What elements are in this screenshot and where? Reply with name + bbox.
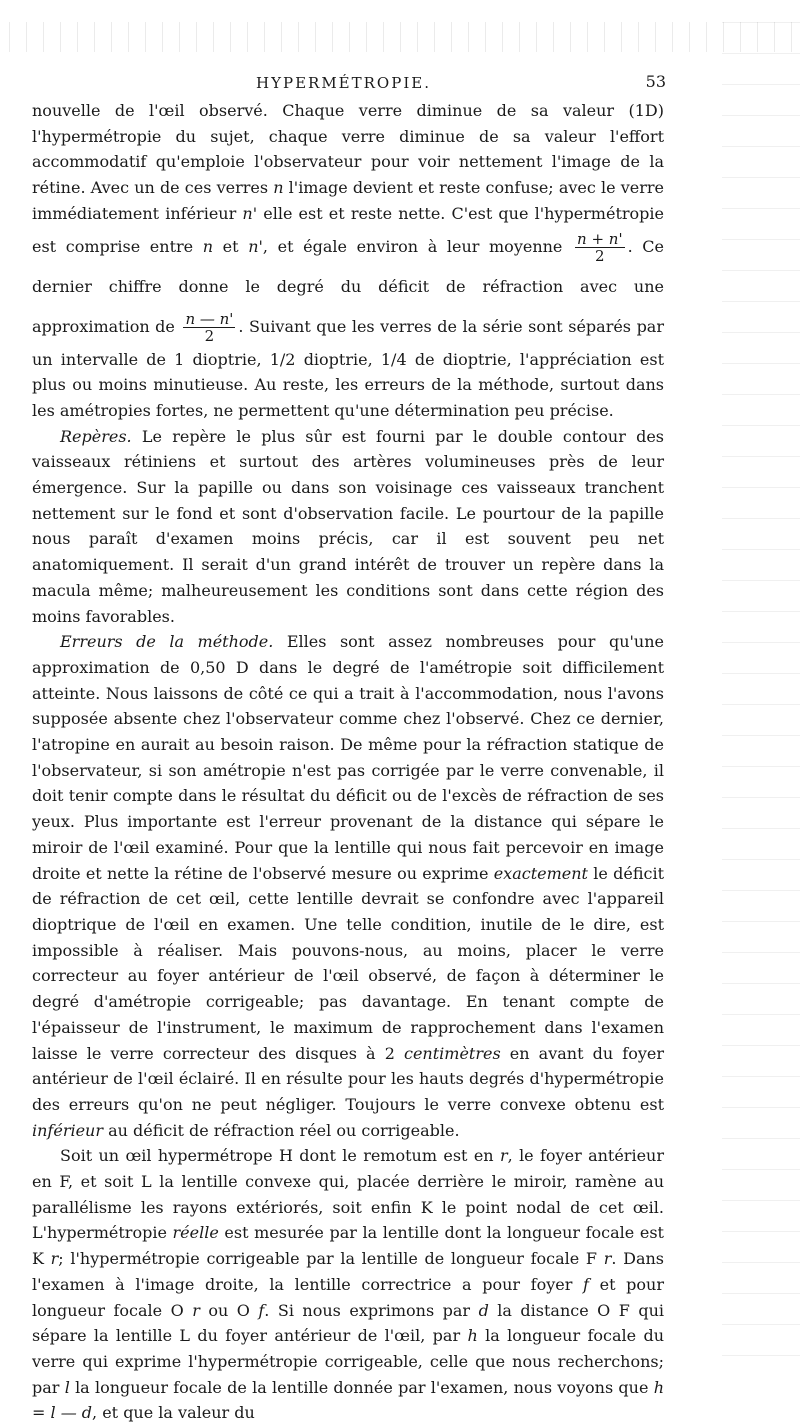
section-label-erreurs: Erreurs de la méthode.: [60, 632, 274, 652]
document-page: [28, 0, 718, 1423]
scan-noise-margin: [722, 0, 800, 1358]
paragraph-reperes: Repères. Le repère le plus sûr est fourni par le double contour des vaisseaux rétiniens et surtout des artères volumineuses près de leur émergence. Sur la papille ou dans son voisinage ces vaisseaux tranchent nettement sur le fond et sont d'observation facile. Le pourtour de la papille nous paraît d'examen moins précis, car il est souvent peu net anatomiquement. Il serait d'un grand intérêt de trouver un repère dans la macula même; malheureusement les conditions sont dans cette région des moins favorables.: [32, 426, 664, 626]
section-label-reperes: Repères.: [60, 426, 132, 446]
paragraph-4: Soit un œil hypermétrope H dont le remotum est en r, le foyer antérieur en F, et soit L la lentille convexe qui, placée derrière le miroir, ramène au parallélisme les rayons extériorés, soit enfin K le point nodal de cet œil. L'hypermétropie réelle est mesurée par la lentille dont la longueur focale est K r; l'hypermétropie corrigeable par la lentille de longueur focale F r. Dans l'examen à l'image droite, la lentille correctrice a pour foyer f et pour longueur focale O r ou O f. Si nous exprimons par d la distance O F qui sépare la lentille L du foyer antérieur de l'œil, par h la longueur focale du verre qui exprime l'hypermétropie corrigeable, celle que nous recherchons; par l la longueur focale de la lentille donnée par l'examen, nous voyons que h = l — d, et que la valeur du: [32, 1146, 665, 1423]
page-number: 53: [645, 72, 666, 91]
paragraph-erreurs: Erreurs de la méthode. Elles sont assez nombreuses pour qu'une approximation de 0,50 D dans le degré de l'amétropie soit difficilement atteinte. Nous laissons de côté ce qui a trait à l'accommodation, nous l'avons supposée absente chez l'observateur comme chez l'observé. Chez ce dernier, l'atropine en aurait au besoin raison. De même pour la réfraction statique de l'observateur, si son amétropie n'est pas corrigée par le verre convenable, il doit tenir compte dans le résultat du déficit ou de l'excès de réfraction de ses yeux. Plus importante est l'erreur provenant de la distance qui sépare le miroir de l'œil examiné. Pour que la lentille qui nous fait percevoir en image droite et nette la rétine de l'observé mesure ou exprime exactement le déficit de réfraction de cet œil, cette lentille devrait se confondre avec l'appareil dioptrique de l'œil en examen. Une telle condition, inutile de le dire, est impossible à réaliser. Mais pouvons-nous, au moins, placer le verre correcteur au foyer antérieur de l'œil observé, de façon à déterminer le degré d'amétropie corrigeable; pas davantage. En tenant compte de l'épaisseur de l'instrument, le maximum de rapprochement dans l'examen laisse le verre correcteur des disques à 2 centimètres en avant du foyer antérieur de l'œil éclairé. Il en résulte pour les hauts degrés d'hypermétropie des erreurs qu'on ne peut négliger. Toujours le verre convexe obtenu est inférieur au déficit de réfraction réel ou corrigeable.: [32, 632, 665, 1140]
running-header: [28, 70, 666, 96]
formula: h = l — d: [32, 1377, 665, 1423]
fraction-mean: $\frac{n + n'}{2}$: [577, 229, 623, 265]
header-title: HYPERMÉTROPIE.: [256, 74, 431, 92]
body-text: [32, 98, 664, 1426]
fraction-approximation: $\frac{n — n'}{2}$: [185, 309, 234, 345]
paragraph-1: nouvelle de l'œil observé. Chaque verre diminue de sa valeur (1D) l'hypermétropie du sujet, chaque verre diminue de sa valeur l'effort accommodatif qu'emploie l'observateur pour voir nettement l'image de la rétine. Avec un de ces verres n l'image devient et reste confuse; avec le verre immédiatement inférieur n' elle est et reste nette. C'est que l'hypermétropie est comprise entre n et n', et égale environ à leur moyenne $\frac{n + n'}{2}$ . Ce dernier chiffre donne le degré du déficit de réfraction avec une approximation de $\frac{n — n'}{2}$ . Suivant que les verres de la série sont séparés par un intervalle de 1 dioptrie, 1/2 dioptrie, 1/4 de dioptrie, l'appréciation est plus ou moins minutieuse. Au reste, les erreurs de la méthode, surtout dans les amétropies fortes, ne permettent qu'une détermination peu précise.: [32, 101, 665, 420]
